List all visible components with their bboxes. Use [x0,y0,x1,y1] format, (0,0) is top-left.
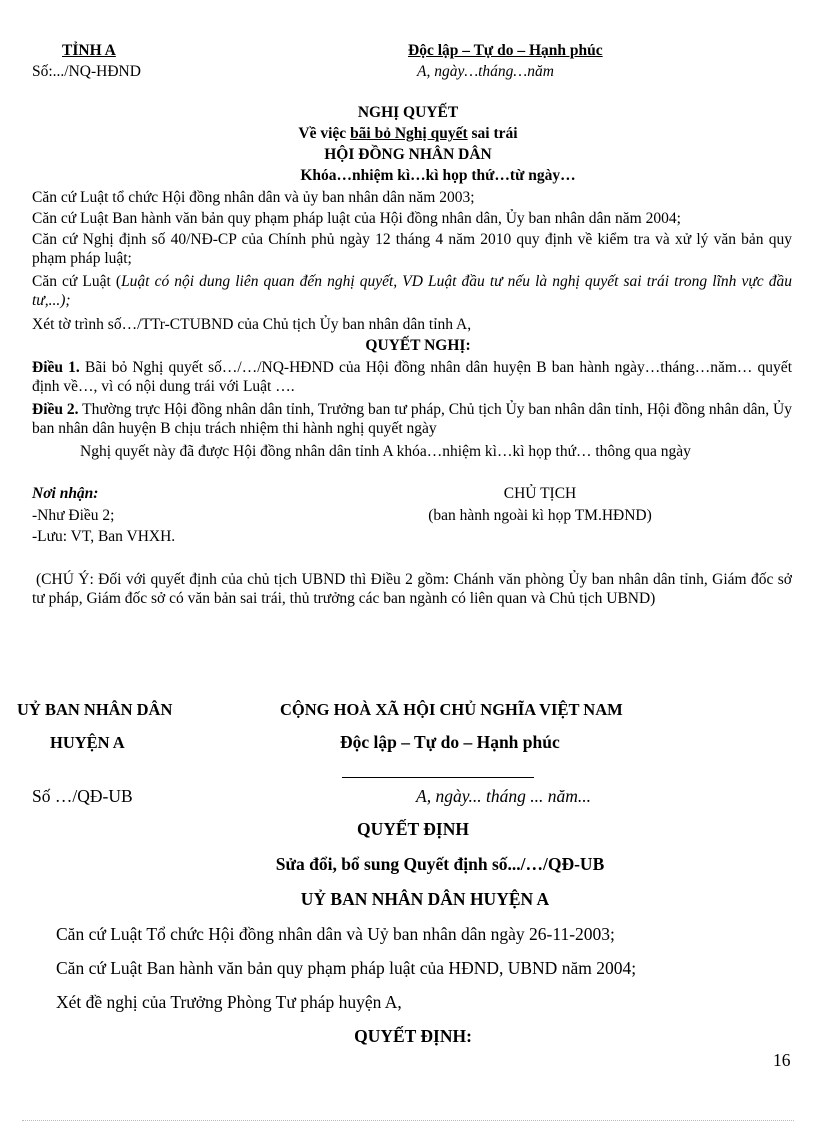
doc1-basis-2: Căn cứ Luật Ban hành văn bản quy phạm pháp luật của Hội đồng nhân dân, Ủy ban nhân dân năm 2004; [32,210,681,227]
doc1-issuer: HỘI ĐỒNG NHÂN DÂN [324,146,492,163]
doc1-consider: Xét tờ trình số…/TTr-CTUBND của Chủ tịch Ủy ban nhân dân tỉnh A, [32,316,472,333]
doc1-subject-underlined: bãi bỏ Nghị quyết [350,125,468,142]
doc1-date: A, ngày…tháng…năm [417,63,554,80]
doc1-recipients-label: Nơi nhận: [32,485,99,502]
doc2-date: A, ngày... tháng ... năm... [416,786,591,806]
doc1-article-1 [32,358,792,396]
doc1-article-1-text: Bãi bỏ Nghị quyết số…/…/NQ-HĐND của Hội đồng nhân dân huyện B ban hành ngày…tháng…năm… quyết định về…, vì có nội dung trái với Luật …. [32,359,792,395]
doc1-article-2-text: Thường trực Hội đồng nhân dân tỉnh, Trưởng ban tư pháp, Chủ tịch Ủy ban nhân dân tỉnh, Hội đồng nhân dân, Ủy ban nhân dân huyện B chịu trách nhiệm thi hành nghị quyết ngày [32,401,792,437]
doc2-number: Số …/QĐ-UB [32,786,133,806]
doc2-motto [340,733,560,753]
doc2-agency-line1: UỶ BAN NHÂN DÂN [17,700,173,719]
doc2-issuer: UỶ BAN NHÂN DÂN HUYỆN A [300,889,550,909]
page-number: 16 [773,1050,791,1070]
doc2-subject: Sửa đổi, bổ sung Quyết định số.../…/QĐ-UB [275,854,605,874]
doc2-title: QUYẾT ĐỊNH [357,819,469,839]
doc2-motto-rule [342,777,534,778]
doc1-signer-title: CHỦ TỊCH [503,485,577,502]
doc1-number: Số:.../NQ-HĐND [32,63,141,80]
doc1-basis-4-prefix: Căn cứ Luật ( [32,273,122,290]
doc1-subject [0,124,816,143]
doc1-article-2-label: Điều 2. [32,401,79,418]
doc2-agency-line2: HUYỆN A [50,733,125,752]
doc1-recipient-2: -Lưu: VT, Ban VHXH. [32,528,176,545]
doc1-title: NGHỊ QUYẾT [357,104,459,121]
doc2-basis-3: Xét đề nghị của Trưởng Phòng Tư pháp huyện A, [56,992,402,1012]
doc2-country: CỘNG HOÀ XÃ HỘI CHỦ NGHĨA VIỆT NAM [280,700,623,719]
doc1-subject-suffix: sai trái [467,125,518,142]
doc1-basis-3: Căn cứ Nghị định số 40/NĐ-CP của Chính phủ ngày 12 tháng 4 năm 2010 quy định về kiểm tra và xử lý văn bản quy phạm pháp luật; [32,231,792,267]
doc1-basis-4 [32,272,792,310]
doc1-basis-1: Căn cứ Luật tổ chức Hội đồng nhân dân và ủy ban nhân dân năm 2003; [32,189,475,206]
doc1-agency: TỈNH A [62,42,116,59]
doc1-article-1-label: Điều 1. [32,359,80,376]
doc2-basis-2: Căn cứ Luật Ban hành văn bản quy phạm pháp luật của HĐND, UBND năm 2004; [56,958,637,978]
doc1-article-2 [32,400,792,438]
page-bottom-divider [22,1120,794,1121]
doc1-signer-note: (ban hành ngoài kì họp TM.HĐND) [428,507,652,524]
doc1-basis-4-italic: Luật có nội dung liên quan đến nghị quyết, VD Luật đầu tư nếu là nghị quyết sai trái trong lĩnh vực đầu tư,...); [32,273,792,309]
doc1-subject-prefix: Về việc [298,125,351,142]
doc1-motto: Độc lập – Tự do – Hạnh phúc [408,42,603,59]
doc1-decide-heading: QUYẾT NGHỊ: [365,337,471,354]
doc2-motto-text: Độc lập – Tự do – Hạnh phúc [340,732,560,752]
doc1-recipient-1: -Như Điều 2; [32,507,115,524]
doc2-basis-1: Căn cứ Luật Tổ chức Hội đồng nhân dân và Uỷ ban nhân dân ngày 26-11-2003; [56,924,615,944]
doc2-decide-heading: QUYẾT ĐỊNH: [354,1026,472,1046]
doc1-note: (CHÚ Ý: Đối với quyết định của chủ tịch UBND thì Điều 2 gồm: Chánh văn phòng Ủy ban nhân dân tỉnh, Giám đốc sở tư pháp, Giám đốc sở có văn bản sai trái, thủ trưởng các ban ngành có liên quan và Chủ tịch UBND) [32,571,792,607]
doc1-session: Khóa…nhiệm kì…kì họp thứ…từ ngày… [300,167,576,184]
doc1-passed: Nghị quyết này đã được Hội đồng nhân dân tỉnh A khóa…nhiệm kì…kì họp thứ… thông qua ngày [80,443,691,460]
